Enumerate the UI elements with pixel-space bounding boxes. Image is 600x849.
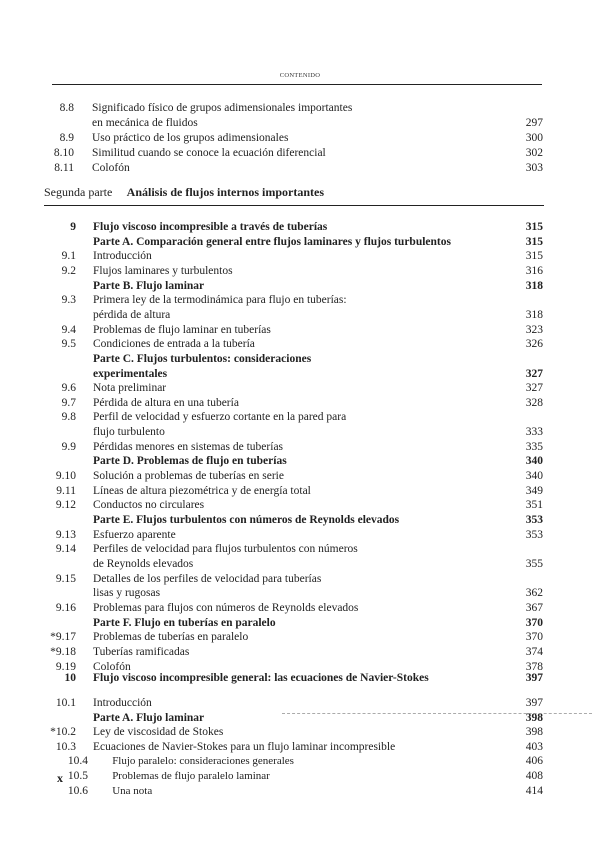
entry-title: Uso práctico de los grupos adimensionales — [92, 132, 289, 144]
entry-page: 327 — [525, 367, 543, 380]
entry-title: Parte C. Flujos turbulentos: consideraciones — [93, 352, 312, 365]
entry-page: 316 — [525, 264, 543, 277]
entry-title: Parte B. Flujo laminar — [93, 279, 205, 292]
chapter-10-heading — [0, 671, 600, 686]
toc-entry — [0, 131, 600, 146]
toc-entry — [0, 396, 600, 411]
toc-entry — [0, 425, 600, 440]
entry-number: 10.5 — [67, 770, 88, 782]
entry-page: 362 — [525, 587, 543, 600]
entry-title: Introducción — [93, 250, 152, 263]
entry-page: 303 — [525, 162, 543, 174]
entry-number: 8.11 — [54, 162, 74, 174]
entry-title: Tuberías ramificadas — [93, 645, 190, 658]
part-rule — [44, 205, 544, 206]
entry-page: 333 — [525, 426, 543, 439]
entry-number: 9.5 — [61, 338, 76, 351]
entry-number: 9.1 — [61, 250, 76, 263]
entry-page: 335 — [525, 440, 543, 453]
entry-page: 300 — [525, 132, 543, 144]
toc-entry — [0, 220, 600, 235]
header-rule — [52, 84, 542, 85]
toc-entry — [0, 410, 600, 425]
toc-entry — [0, 323, 600, 338]
entry-page: 397 — [525, 672, 543, 684]
entry-title: Perfiles de velocidad para flujos turbulentos con números — [93, 543, 358, 556]
entry-page: 340 — [525, 470, 543, 483]
toc-entry — [0, 630, 600, 645]
toc-entry — [0, 601, 600, 616]
toc-entry — [0, 586, 600, 601]
entry-title: Flujo viscoso incompresible a través de tuberías — [93, 221, 328, 233]
entry-title: Ecuaciones de Navier-Stokes para un flujo laminar incompresible — [93, 740, 396, 753]
toc-entry — [0, 101, 600, 116]
entry-page: 323 — [525, 323, 543, 336]
entry-title: Condiciones de entrada a la tubería — [93, 338, 255, 351]
entry-page: 353 — [525, 514, 543, 526]
toc-entry — [0, 235, 600, 250]
toc-entry — [0, 484, 600, 499]
entry-number: 9.9 — [61, 440, 76, 453]
entry-number: 8.9 — [59, 132, 74, 144]
entry-title: Flujos laminares y turbulentos — [93, 264, 233, 277]
entry-page: 367 — [525, 601, 543, 614]
entry-number: 9.3 — [61, 294, 76, 307]
entry-number: 10.3 — [55, 740, 76, 753]
entry-page: 315 — [525, 235, 543, 248]
toc-entry — [0, 469, 600, 484]
toc-entry — [0, 696, 600, 711]
entry-title: Problemas de flujo laminar en tuberías — [93, 323, 271, 336]
entry-title: Nota preliminar — [93, 382, 167, 395]
toc-entry — [0, 754, 600, 769]
entry-page: 374 — [525, 645, 543, 658]
entry-page: 328 — [525, 396, 543, 409]
entry-title: Problemas de flujo paralelo laminar — [112, 770, 270, 782]
toc-entry — [0, 116, 600, 131]
entry-number: 9.13 — [55, 528, 76, 541]
toc-entry — [0, 572, 600, 587]
toc-entry — [0, 557, 600, 572]
entry-page: 414 — [525, 784, 543, 797]
entry-page: 378 — [525, 660, 543, 673]
entry-number: 9.14 — [55, 543, 76, 556]
entry-title: Líneas de altura piezométrica y de energía total — [93, 484, 311, 497]
entry-title: Introducción — [93, 697, 152, 709]
entry-number: *9.18 — [50, 645, 76, 658]
toc-entry — [0, 542, 600, 557]
entry-title: experimentales — [93, 367, 168, 380]
entry-number: 9.4 — [61, 323, 76, 336]
entry-page: 351 — [525, 499, 543, 512]
entry-number: 10.1 — [55, 697, 76, 709]
entry-page: 318 — [525, 279, 543, 292]
entry-page: 408 — [525, 770, 543, 782]
entry-page: 398 — [525, 726, 543, 739]
entry-title: Parte E. Flujos turbulentos con números de Reynolds elevados — [93, 514, 400, 526]
entry-page: 327 — [525, 382, 543, 395]
toc-entry — [0, 498, 600, 513]
entry-page: 406 — [525, 755, 543, 768]
entry-title: Parte A. Comparación general entre flujos laminares y flujos turbulentos — [93, 235, 451, 248]
entry-title: Similitud cuando se conoce la ecuación diferencial — [92, 147, 326, 159]
entry-page: 397 — [525, 697, 543, 709]
toc-entry — [0, 616, 600, 631]
entry-title: Significado físico de grupos adimensionales importantes — [92, 102, 353, 114]
toc-entry — [0, 740, 600, 755]
entry-number: 9.15 — [55, 572, 76, 585]
entry-page: 318 — [525, 308, 543, 321]
entry-number: 8.8 — [59, 102, 74, 114]
entry-title: en mecánica de fluidos — [92, 117, 198, 129]
entry-title: Problemas para flujos con números de Reynolds elevados — [93, 601, 359, 614]
toc-entry — [0, 769, 600, 784]
entry-title: Colofón — [92, 162, 130, 174]
entry-number: 9.11 — [56, 484, 76, 497]
entry-title: Conductos no circulares — [93, 499, 205, 512]
toc-entry — [0, 161, 600, 176]
toc-entry — [0, 146, 600, 161]
toc-entry — [0, 784, 600, 799]
toc-entry — [0, 308, 600, 323]
entry-page: 370 — [525, 616, 543, 629]
entry-title: Pérdidas menores en sistemas de tuberías — [93, 440, 284, 453]
entry-title: flujo turbulento — [93, 426, 165, 439]
entry-title: Problemas de tuberías en paralelo — [93, 631, 249, 644]
entry-title: Primera ley de la termodinámica para flujo en tuberías: — [93, 294, 347, 307]
entry-title: Parte A. Flujo laminar — [93, 711, 205, 724]
page-folio: x — [57, 771, 63, 785]
entry-number: 10 — [64, 672, 76, 684]
entry-title: de Reynolds elevados — [93, 557, 194, 570]
entry-number: 10.4 — [67, 755, 88, 768]
toc-entry — [0, 293, 600, 308]
entry-number: 9 — [70, 221, 76, 233]
entry-number: 9.7 — [61, 396, 76, 409]
toc-entry — [0, 513, 600, 528]
entry-number: *9.17 — [50, 631, 76, 644]
entry-number: 9.12 — [55, 499, 76, 512]
entry-number: 9.2 — [61, 264, 76, 277]
toc-entry — [0, 528, 600, 543]
entry-page: 326 — [525, 338, 543, 351]
entry-title: lisas y rugosas — [93, 587, 161, 600]
entry-page: 297 — [525, 117, 543, 129]
toc-entry — [0, 249, 600, 264]
running-head: CONTENIDO — [279, 72, 321, 79]
entry-title: Pérdida de altura en una tubería — [93, 396, 239, 409]
entry-title: Esfuerzo aparente — [93, 528, 176, 541]
entry-number: 9.19 — [55, 660, 76, 673]
entry-number: 8.10 — [53, 147, 74, 159]
entry-page: 398 — [525, 711, 543, 724]
entry-number: *10.2 — [50, 726, 76, 739]
entry-page: 353 — [525, 528, 543, 541]
entry-page: 370 — [525, 631, 543, 644]
entry-title: Solución a problemas de tuberías en serie — [93, 470, 284, 483]
toc-entry — [0, 381, 600, 396]
entry-title: pérdida de altura — [93, 308, 171, 321]
entry-page: 340 — [525, 455, 543, 468]
scan-artifact-line — [282, 713, 592, 715]
entry-number: 9.10 — [55, 470, 76, 483]
entry-page: 302 — [525, 147, 543, 159]
toc-entry — [0, 352, 600, 367]
entry-page: 315 — [525, 250, 543, 263]
entry-title: Perfil de velocidad y esfuerzo cortante en la pared para — [93, 411, 347, 424]
toc-entry — [0, 645, 600, 660]
entry-number: 10.6 — [67, 784, 88, 797]
entry-number: 9.8 — [61, 411, 76, 424]
entry-page: 403 — [525, 740, 543, 753]
toc-entry — [0, 337, 600, 352]
entry-title: Parte F. Flujo en tuberías en paralelo — [93, 616, 276, 629]
toc-entry — [0, 440, 600, 455]
toc-entry — [0, 279, 600, 294]
entry-title: Flujo viscoso incompresible general: las ecuaciones de Navier-Stokes — [93, 672, 429, 684]
entry-page: 349 — [525, 484, 543, 497]
toc-entry — [0, 367, 600, 382]
entry-page: 315 — [525, 221, 543, 233]
toc-entry — [0, 725, 600, 740]
entry-page: 355 — [525, 557, 543, 570]
toc-entry — [0, 264, 600, 279]
entry-title: Flujo paralelo: consideraciones generales — [112, 755, 294, 768]
part-heading — [44, 185, 324, 200]
entry-title: Ley de viscosidad de Stokes — [93, 726, 224, 739]
entry-title: Detalles de los perfiles de velocidad para tuberías — [93, 572, 322, 585]
entry-title: Colofón — [93, 660, 131, 673]
part-title: Análisis de flujos internos importantes — [126, 185, 324, 199]
entry-number: 9.6 — [61, 382, 76, 395]
entry-title: Parte D. Problemas de flujo en tuberías — [93, 455, 287, 468]
part-label: Segunda parte — [44, 185, 113, 199]
entry-title: Una nota — [112, 784, 153, 797]
entry-number: 9.16 — [55, 601, 76, 614]
toc-entry — [0, 454, 600, 469]
